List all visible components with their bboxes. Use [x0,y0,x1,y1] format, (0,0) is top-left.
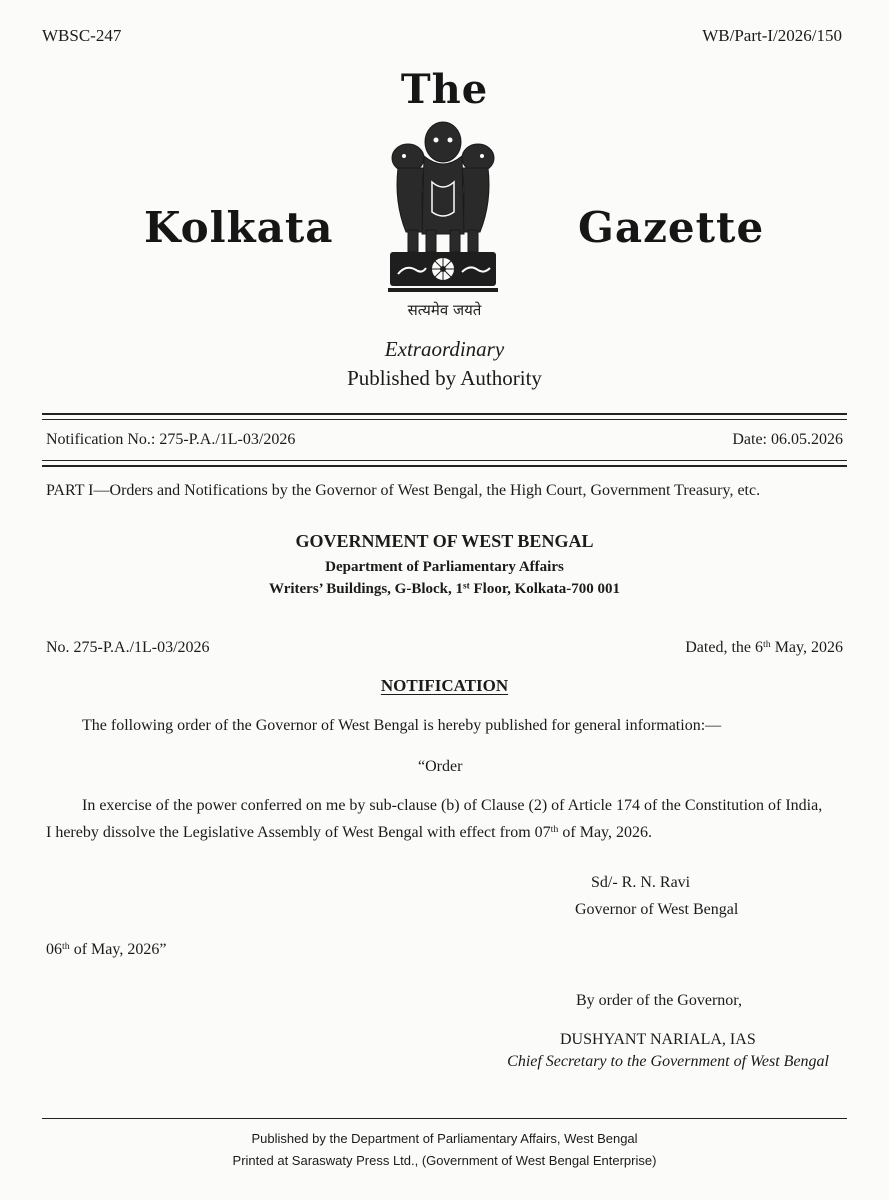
by-order-line: By order of the Governor, [576,992,742,1009]
part-heading: PART I—Orders and Notifications by the Governor of West Bengal, the High Court, Government Treasury, etc. [46,482,761,499]
rule-top-2 [42,419,847,420]
notification-number: Notification No.: 275-P.A./1L-03/2026 [46,431,296,448]
gazette-code-left: WBSC-247 [42,26,122,45]
intro-paragraph: The following order of the Governor of West Bengal is hereby published for general information:— [82,717,722,734]
order-heading: “Order [418,758,463,775]
department-address: Writers’ Buildings, G-Block, 1st Floor, Kolkata-700 001 [268,581,621,597]
rule-mid-2 [42,465,847,467]
government-heading: GOVERNMENT OF WEST BENGAL [295,531,594,551]
governor-title: Governor of West Bengal [575,901,739,918]
footer-publisher: Published by the Department of Parliamentary Affairs, West Bengal [251,1131,638,1146]
order-date: 06th of May, 2026” [46,941,167,958]
rule-top-1 [42,413,847,415]
emblem-motto: सत्यमेव जयते [407,301,482,319]
reference-number: No. 275-P.A./1L-03/2026 [46,639,210,656]
order-body-line-1: In exercise of the power conferred on me by sub-clause (b) of Clause (2) of Article 174 of the Constitution of India, [82,797,823,814]
department-heading: Department of Parliamentary Affairs [325,559,564,575]
footer-printer: Printed at Saraswaty Press Ltd., (Government of West Bengal Enterprise) [232,1153,657,1168]
rule-footer [42,1118,847,1119]
published-by-authority: Published by Authority [347,366,542,390]
masthead-gazette: Gazette [578,203,765,252]
masthead-the: The [400,66,489,113]
notification-date: Date: 06.05.2026 [732,431,843,448]
masthead-kolkata: Kolkata [144,203,334,252]
state-emblem-icon [384,112,502,300]
order-body-line-2: I hereby dissolve the Legislative Assembly of West Bengal with effect from 07th of May, 2026. [46,824,653,841]
signatory-designation: Chief Secretary to the Government of West Bengal [507,1053,829,1070]
notification-title: NOTIFICATION [380,676,509,695]
reference-date: Dated, the 6th May, 2026 [685,639,843,656]
signatory-name: DUSHYANT NARIALA, IAS [560,1031,756,1048]
extraordinary-label: Extraordinary [384,337,505,361]
gazette-code-right: WB/Part-I/2026/150 [702,26,842,45]
rule-mid-1 [42,460,847,461]
governor-signature: Sd/- R. N. Ravi [591,874,691,891]
